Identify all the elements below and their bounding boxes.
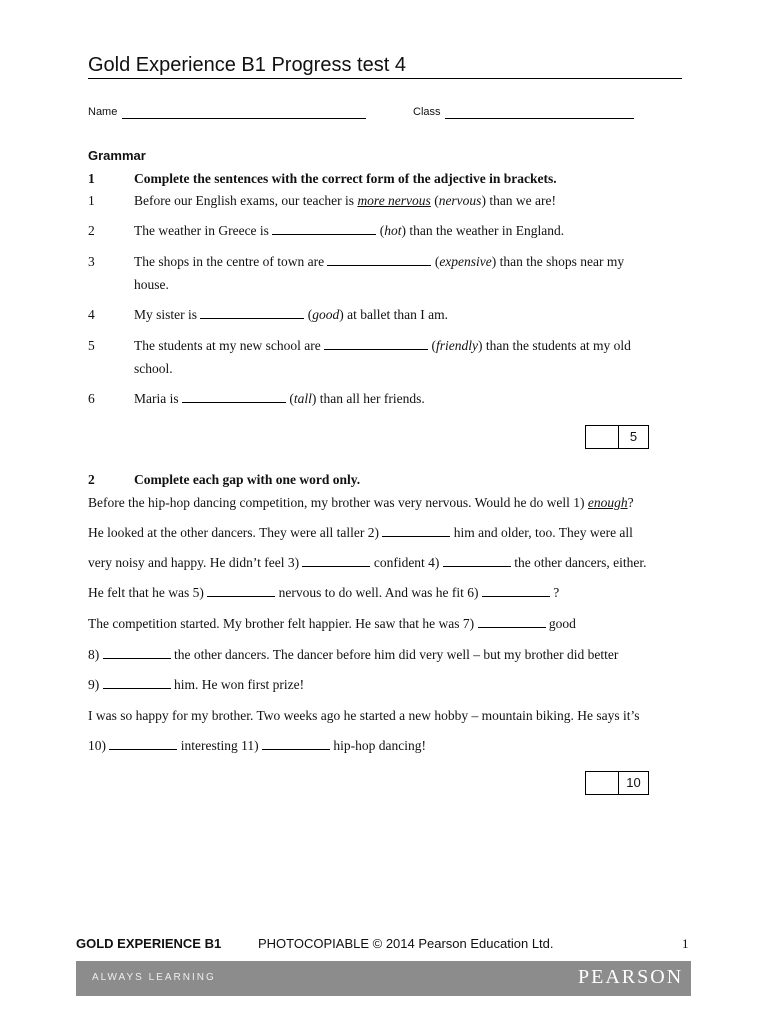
answer-blank[interactable] [109, 738, 177, 750]
item-text: My sister is [134, 307, 201, 322]
line-text: the other dancers. The dancer before him did very well – but my brother did better [170, 647, 619, 662]
q1-item-number: 5 [88, 338, 95, 353]
score-entry[interactable] [586, 426, 619, 448]
section-title: Grammar [88, 148, 146, 163]
line-text: The competition started. My brother felt happier. He saw that he was 7) [88, 616, 478, 631]
q1-item-number: 1 [88, 193, 95, 208]
answer-blank[interactable] [443, 555, 511, 567]
item-text: than the students at my old [482, 338, 631, 353]
q2-line [88, 495, 634, 511]
q1-score-box [585, 425, 649, 449]
q2-line [88, 525, 633, 541]
publisher-logo: PEARSON [578, 966, 684, 988]
line-text: hip-hop dancing! [329, 738, 426, 753]
q1-instruction: Complete the sentences with the correct form of the adjective in brackets. [134, 171, 557, 186]
q2-line: I was so happy for my brother. Two weeks ago he started a new hobby – mountain biking. He says it’s [88, 708, 640, 723]
answer-blank[interactable] [482, 585, 550, 597]
score-total: 5 [629, 429, 638, 444]
score-total: 10 [626, 775, 641, 790]
answer-blank[interactable] [302, 555, 370, 567]
page-title: Gold Experience B1 Progress test 4 [88, 54, 406, 76]
adjective-hint: nervous [438, 193, 482, 208]
line-text: the other dancers, either. [510, 555, 647, 570]
q2-line [88, 616, 576, 632]
q1-item-number: 6 [88, 391, 95, 406]
item-text: The weather in Greece is [134, 223, 273, 238]
line-text: good [545, 616, 576, 631]
line-text: interesting 11) [177, 738, 262, 753]
item-text: than all her friends. [316, 391, 425, 406]
adjective-hint: hot [384, 223, 402, 238]
q2-line [88, 738, 426, 754]
line-text: ? [627, 495, 634, 510]
q2-line [88, 677, 304, 693]
score-entry[interactable] [586, 772, 619, 794]
answer-blank[interactable] [382, 525, 450, 537]
q1-item-number: 4 [88, 307, 95, 322]
q2-number: 2 [88, 472, 95, 487]
q1-number: 1 [88, 171, 95, 186]
q1-item: My sister is (good) at ballet than I am. [134, 307, 448, 322]
line-text: confident 4) [370, 555, 443, 570]
answer-blank[interactable] [103, 647, 171, 659]
answer-blank[interactable] [262, 738, 330, 750]
q1-item: Maria is (tall) than all her friends. [134, 391, 425, 406]
example-answer: enough [587, 495, 628, 510]
q1-item: The shops in the centre of town are (expensive) than the shops near my [134, 254, 625, 269]
q1-item-continuation: house. [134, 277, 169, 292]
line-text: He felt that he was 5) [88, 585, 208, 600]
adjective-hint: friendly [435, 338, 478, 353]
name-label: Name [88, 106, 118, 118]
answer-blank[interactable] [207, 585, 275, 597]
q2-line [88, 555, 647, 571]
page-number: 1 [682, 936, 689, 951]
example-answer: more nervous [357, 193, 431, 208]
answer-blank[interactable] [272, 223, 376, 235]
line-text: him and older, too. They were all [450, 525, 633, 540]
q2-score-box [585, 771, 649, 795]
line-text: ? [549, 585, 560, 600]
adjective-hint: expensive [439, 254, 492, 269]
line-text: 9) [88, 677, 103, 692]
q2-line [88, 585, 559, 601]
q1-item: Before our English exams, our teacher is more nervous (nervous) than we are! [134, 193, 557, 208]
q1-item-number: 3 [88, 254, 95, 269]
item-text: The students at my new school are [134, 338, 325, 353]
line-text: nervous to do well. And was he fit 6) [275, 585, 482, 600]
item-text: than the shops near my [496, 254, 625, 269]
item-text: at ballet than I am. [343, 307, 448, 322]
footer-copyright: PHOTOCOPIABLE © 2014 Pearson Education Ltd. [258, 936, 554, 951]
answer-blank[interactable] [103, 677, 171, 689]
answer-blank[interactable] [182, 391, 286, 403]
q2-line [88, 647, 618, 663]
answer-blank[interactable] [324, 338, 428, 350]
q1-item-continuation: school. [134, 361, 173, 376]
line-text: He looked at the other dancers. They were all taller 2) [88, 525, 383, 540]
class-field[interactable] [445, 118, 634, 119]
answer-blank[interactable] [200, 307, 304, 319]
item-text: The shops in the centre of town are [134, 254, 328, 269]
item-text: than we are! [485, 193, 557, 208]
footer-brand: GOLD EXPERIENCE B1 [76, 936, 222, 951]
answer-blank[interactable] [478, 616, 546, 628]
answer-blank[interactable] [327, 254, 431, 266]
line-text: 8) [88, 647, 103, 662]
name-field[interactable] [122, 118, 366, 119]
item-text: Maria is [134, 391, 182, 406]
item-text: than the weather in England. [405, 223, 565, 238]
adjective-hint: good [312, 307, 340, 322]
line-text: him. He won first prize! [170, 677, 305, 692]
line-text: very noisy and happy. He didn’t feel 3) [88, 555, 303, 570]
title-divider [88, 78, 682, 79]
adjective-hint: tall [293, 391, 312, 406]
class-label: Class [413, 106, 441, 118]
footer-tagline: ALWAYS LEARNING [92, 972, 216, 983]
q2-instruction: Complete each gap with one word only. [134, 472, 361, 487]
line-text: 10) [88, 738, 110, 753]
q1-item: The weather in Greece is (hot) than the weather in England. [134, 223, 565, 238]
q1-item-number: 2 [88, 223, 95, 238]
q1-item: The students at my new school are (friendly) than the students at my old [134, 338, 631, 353]
item-text: Before our English exams, our teacher is [134, 193, 358, 208]
line-text: Before the hip-hop dancing competition, my brother was very nervous. Would he do well 1) [88, 495, 588, 510]
